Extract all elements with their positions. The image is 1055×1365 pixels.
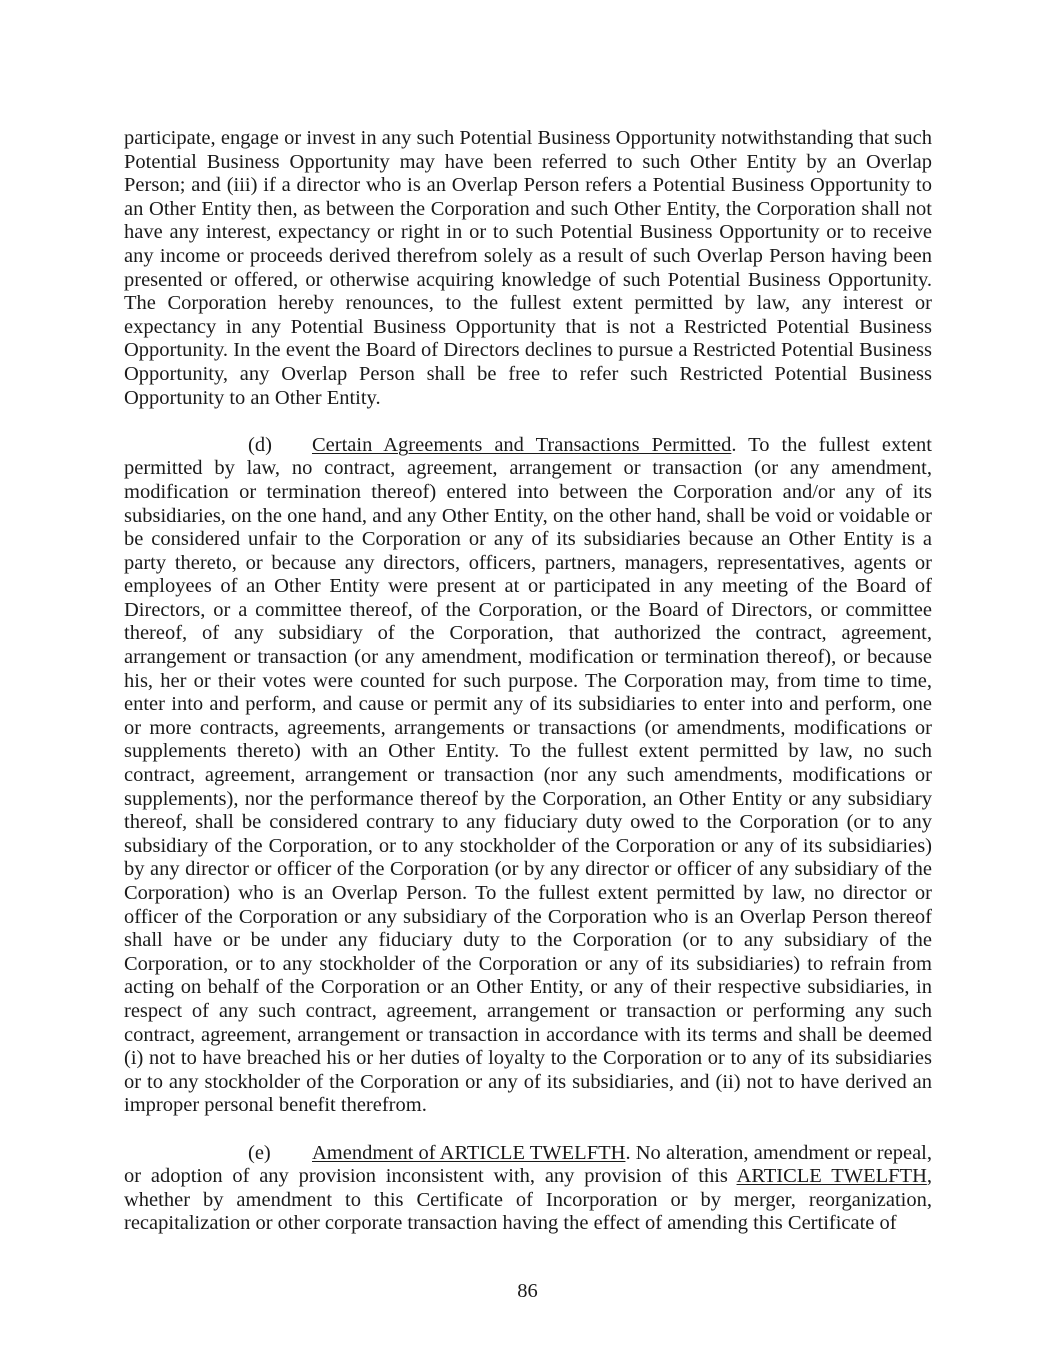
page-number: 86 [517, 1280, 538, 1302]
section-e-body-1: . No alteration, amendment or repeal, or adoption of any provision inconsistent with, any provision of this [124, 1141, 932, 1188]
section-d-body: . To the fullest extent permitted by law, no contract, agreement, arrangement or transaction (or any amendment, modification or termination thereof) entered into between the Corporation and/or any of its subsidiaries, on the one hand, and any Other Entity, on the other hand, shall be void or voidable or be considered unfair to the Corporation or any of its subsidiaries because an Other Entity is a party thereto, or because any directors, officers, partners, managers, representatives, agents or employees of an Other Entity were present at or participated in any meeting of the Board of Directors, or a committee thereof, of the Corporation, or the Board of Directors, or committee thereof, of any subsidiary of the Corporation, that authorized the contract, agreement, arrangement or transaction (or any amendment, modification or termination thereof), or because his, her or their votes were counted for such purpose. The Corporation may, from time to time, enter into and perform, and cause or permit any of its subsidiaries to enter into and perform, one or more contracts, agreements, arrangements or transactions (or amendments, modifications or supplements thereto) with an Other Entity. To the fullest extent permitted by law, no such contract, agreement, arrangement or transaction (nor any such amendments, modifications or supplements), nor the performance thereof by the Corporation, an Other Entity or any subsidiary thereof, shall be considered contrary to any fiduciary duty owed to the Corporation (or to any subsidiary of the Corporation, or to any stockholder of the Corporation or any of its subsidiaries) by any director or officer of the Corporation (or by any director or officer of any subsidiary of the Corporation) who is an Overlap Person. To the fullest extent permitted by law, no director or officer of the Corporation or any subsidiary of the Corporation who is an Overlap Person thereof shall have or be under any fiduciary duty to the Corporation (or to any subsidiary of the Corporation, or to any stockholder of the Corporation or any of its subsidiaries) to refrain from acting on behalf of the Corporation or an Other Entity, or any of their respective subsidiaries, in respect of any such contract, agreement, arrangement or transaction or performing any such contract, agreement, arrangement or transaction in accordance with its terms and shall be deemed (i) not to have breached his or her duties of loyalty to the Corporation or to any of its subsidiaries or to any stockholder of the Corporation or any of its subsidiaries, and (ii) not to have derived an improper personal benefit therefrom. [124, 433, 932, 1117]
document-page [124, 127, 932, 1236]
paragraph-c-continued: participate, engage or invest in any such Potential Business Opportunity notwithstanding that such Potential Business Opportunity may have been referred to such Other Entity by an Overlap Person; and (iii) if a director who is an Overlap Person refers a Potential Business Opportunity to an Other Entity then, as between the Corporation and such Other Entity, the Corporation shall not have any interest, expectancy or right in or to such Potential Business Opportunity or to receive any income or proceeds derived therefrom solely as a result of such Overlap Person having been presented or offered, or otherwise acquiring knowledge of such Potential Business Opportunity. The Corporation hereby renounces, to the fullest extent permitted by law, any interest or expectancy in any Potential Business Opportunity that is not a Restricted Potential Business Opportunity. In the event the Board of Directors declines to pursue a Restricted Potential Business Opportunity, any Overlap Person shall be free to refer such Restricted Potential Business Opportunity to an Other Entity. [124, 127, 932, 409]
paragraph-spacer [124, 1118, 932, 1142]
section-d-marker: (d) [248, 433, 272, 456]
section-e-marker: (e) [248, 1141, 271, 1164]
paragraph-d [124, 434, 932, 1118]
section-e-heading: Amendment of ARTICLE TWELFTH [312, 1141, 626, 1164]
paragraph-e [124, 1142, 932, 1236]
section-e-body-2: , whether by amendment to this Certificate of Incorporation or by merger, reorganization, recapitalization or other corporate transaction having the effect of amending this Certificate of [124, 1165, 932, 1235]
section-d-heading: Certain Agreements and Transactions Permitted [312, 433, 732, 456]
paragraph-spacer [124, 410, 932, 434]
article-twelfth-reference: ARTICLE TWELFTH [736, 1165, 927, 1188]
